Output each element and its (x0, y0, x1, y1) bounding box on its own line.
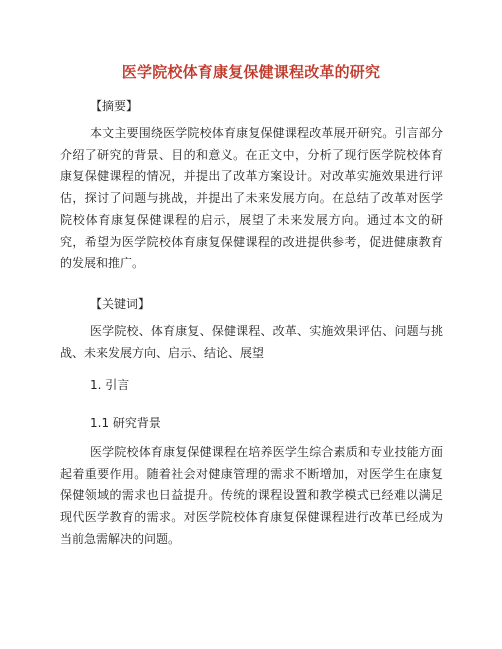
keywords-paragraph: 医学院校、体育康复、保健课程、改革、实施效果评估、问题与挑战、未来发展方向、启示、结论、展望 (60, 324, 443, 360)
section-1-1-heading: 1.1 研究背景 (90, 416, 161, 430)
abstract-paragraph: 本文主要围绕医学院校体育康复保健课程改革展开研究。引言部分介绍了研究的背景、目的和意义。在正文中，分析了现行医学院校体育康复保健课程的情况，并提出了改革方案设计。对改革实施效果进行评估，探讨了问题与挑战，并提出了未来发展方向。在总结了改革对医学院校体育康复保健课程的启示，展望了未来发展方向。通过本文的研究，希望为医学院校体育康复保健课程的改进提供参考，促进健康教育的发展和推广。 (60, 126, 443, 271)
document-title: 医学院校体育康复保健课程改革的研究 (121, 63, 381, 81)
section-1-heading: 1. 引言 (90, 378, 130, 392)
abstract-heading: 【摘要】 (90, 99, 139, 113)
keywords-heading: 【关键词】 (90, 297, 151, 311)
section-1-1-paragraph: 医学院校体育康复保健课程在培养医学生综合素质和专业技能方面起着重要作用。随着社会对健康管理的需求不断增加，对医学生在康复保健领域的需求也日益提升。传统的课程设置和教学模式已经难以满足现代医学教育的需求。对医学院校体育康复保健课程进行改革已经成为当前急需解决的问题。 (60, 445, 443, 546)
